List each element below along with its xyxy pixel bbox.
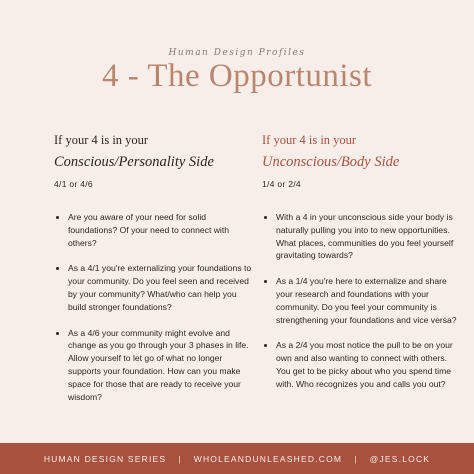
list-item bbox=[262, 211, 462, 262]
column-intro: If your 4 is in your bbox=[54, 133, 149, 147]
list-item bbox=[262, 339, 462, 390]
unconscious-column bbox=[262, 133, 462, 404]
list-item bbox=[262, 275, 462, 326]
profile-variants: 4/1 or 4/6 bbox=[54, 179, 93, 189]
footer-separator: | bbox=[178, 453, 182, 464]
footer-handle-link[interactable]: @JES.LOCK bbox=[369, 453, 431, 464]
footer-bar bbox=[0, 443, 474, 474]
footer-website-link[interactable]: WHOLEANDUNLEASHED.COM bbox=[193, 453, 343, 464]
bullet-icon bbox=[264, 216, 267, 219]
list-item-text: As a 1/4 you're here to externalize and share your research and foundations with your community. Do you feel your community is strengthening your foundations and vice versa? bbox=[276, 276, 457, 325]
question-list bbox=[262, 211, 462, 391]
bullet-icon bbox=[264, 344, 267, 347]
series-subtitle: Human Design Profiles bbox=[168, 48, 306, 58]
footer-separator: | bbox=[354, 453, 358, 464]
list-item-text: With a 4 in your unconscious side your body is naturally pulling you into to new opportunities. What places, communities do you feel yourself gravitating towards? bbox=[276, 212, 454, 261]
conscious-column bbox=[54, 133, 254, 416]
bullet-icon bbox=[264, 280, 267, 283]
column-heading: Unconscious/Body Side bbox=[262, 154, 400, 170]
column-heading: Conscious/Personality Side bbox=[54, 154, 214, 170]
list-item-text: As a 4/1 you're externalizing your foundations to your community. Do you feel seen and received by your community? What/who can help you build stronger foundations? bbox=[68, 263, 252, 312]
list-item-text: As a 4/6 your community might evolve and change as you go through your 3 phases in life. Allow yourself to let go of what no longer supports your foundation. How can you make space for those that are ready to receive your wisdom? bbox=[68, 327, 249, 402]
list-item-text: As a 2/4 you most notice the pull to be on your own and also wanting to connect with others. You get to be picky about who you spend time with. Who recognizes you and calls you out? bbox=[276, 340, 453, 389]
list-item bbox=[54, 211, 254, 249]
page-title: 4 - The Opportunist bbox=[101, 58, 373, 94]
profile-variants: 1/4 or 2/4 bbox=[262, 179, 301, 189]
list-item bbox=[54, 327, 254, 404]
list-item bbox=[54, 262, 254, 313]
bullet-icon bbox=[56, 216, 59, 219]
bullet-icon bbox=[56, 267, 59, 270]
list-item-text: Are you aware of your need for solid foundations? Of your need to connect with others? bbox=[68, 212, 229, 248]
column-intro: If your 4 is in your bbox=[262, 133, 357, 147]
question-list bbox=[54, 211, 254, 403]
bullet-icon bbox=[56, 332, 59, 335]
footer-series: HUMAN DESIGN SERIES bbox=[43, 453, 167, 464]
